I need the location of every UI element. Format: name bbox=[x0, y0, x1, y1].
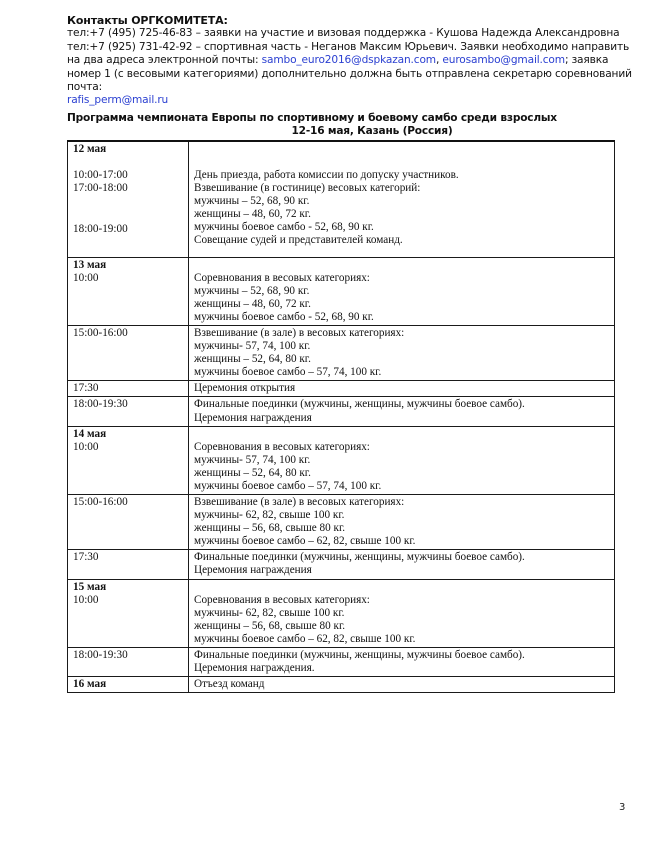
time-cell bbox=[68, 677, 189, 693]
day-label: 13 мая bbox=[73, 258, 107, 271]
event-cell: Церемония открытия bbox=[189, 381, 615, 397]
program-title bbox=[67, 112, 617, 138]
time-value: 10:00-17:00 bbox=[73, 169, 128, 182]
event-line: мужчины боевое самбо – 57, 74, 100 кг. bbox=[194, 366, 382, 379]
event-line: женщины – 56, 68, свыше 80 кг. bbox=[194, 522, 346, 535]
event-line: мужчины- 62, 82, свыше 100 кг. bbox=[194, 606, 345, 619]
time-value: 10:00 bbox=[73, 271, 99, 284]
event-line: мужчины- 62, 82, свыше 100 кг. bbox=[194, 509, 345, 522]
event-line: женщины – 48, 60, 72 кг. bbox=[194, 297, 311, 310]
event-cell: Отъезд команд bbox=[189, 677, 615, 693]
time-cell: 15:00-16:00 bbox=[68, 325, 189, 380]
contact-line-2 bbox=[67, 41, 637, 95]
event-line: Соревнования в весовых категориях: bbox=[194, 440, 370, 453]
page-number: 3 bbox=[619, 802, 626, 813]
contact-line-2-text: тел:+7 (925) 731-42-92 – спортивная часть - Неганов Максим Юрьевич. Заявки необходимо направить на два адреса электронной почты: bbox=[67, 40, 630, 67]
event-line: Соревнования в весовых категориях: bbox=[194, 271, 370, 284]
event-line: мужчины – 52, 68, 90 кг. bbox=[194, 284, 310, 297]
event-line: женщины – 56, 68, свыше 80 кг. bbox=[194, 619, 346, 632]
time-value: 10:00 bbox=[73, 593, 99, 606]
event-line: Церемония награждения bbox=[194, 564, 312, 577]
time-cell bbox=[68, 257, 189, 325]
day-label: 12 мая bbox=[73, 143, 107, 155]
table-row bbox=[68, 494, 615, 549]
event-line: женщины – 52, 64, 80 кг. bbox=[194, 353, 311, 366]
event-line: мужчины- 57, 74, 100 кг. bbox=[194, 340, 311, 353]
event-cell bbox=[189, 257, 615, 325]
time-cell: 18:00-19:30 bbox=[68, 647, 189, 676]
table-row bbox=[68, 397, 615, 426]
time-cell: 18:00-19:30 bbox=[68, 397, 189, 426]
program-title-line-2: 12-16 мая, Казань (Россия) bbox=[291, 125, 453, 137]
event-line: женщины – 48, 60, 72 кг. bbox=[194, 208, 311, 221]
event-cell bbox=[189, 426, 615, 494]
contacts-section bbox=[67, 14, 637, 108]
event-line: Финальные поединки (мужчины, женщины, мужчины боевое самбо). bbox=[194, 398, 525, 411]
email-link-secretary[interactable]: rafis_perm@mail.ru bbox=[67, 94, 169, 107]
event-line: Финальные поединки (мужчины, женщины, мужчины боевое самбо). bbox=[194, 648, 525, 661]
event-line: Совещание судей и представителей команд. bbox=[194, 234, 403, 247]
email-link-sambo-euro[interactable]: sambo_euro2016@dspkazan.com bbox=[261, 54, 436, 67]
day-label: 14 мая bbox=[73, 427, 107, 440]
event-cell bbox=[189, 550, 615, 579]
event-line: Церемония награждения bbox=[194, 411, 312, 424]
time-value: 18:00-19:00 bbox=[73, 223, 128, 236]
event-line: День приезда, работа комиссии по допуску участников. bbox=[194, 169, 459, 181]
table-row-day-14 bbox=[68, 426, 615, 494]
program-title-line-1: Программа чемпионата Европы по спортивному и боевому самбо среди взрослых bbox=[67, 112, 557, 124]
event-line: Взвешивание (в гостинице) весовых категорий: bbox=[194, 182, 421, 195]
event-cell bbox=[189, 141, 615, 257]
time-cell bbox=[68, 426, 189, 494]
event-line: Церемония награждения. bbox=[194, 662, 315, 674]
table-row-day-13 bbox=[68, 257, 615, 325]
table-row-day-12 bbox=[68, 141, 615, 257]
table-row bbox=[68, 550, 615, 579]
event-line: мужчины боевое самбо - 52, 68, 90 кг. bbox=[194, 221, 374, 234]
day-label: 16 мая bbox=[73, 678, 107, 691]
contact-line-1: тел:+7 (495) 725-46-83 – заявки на участие и визовая поддержка - Кушова Надежда Александровна bbox=[67, 27, 620, 40]
table-row bbox=[68, 381, 615, 397]
table-row bbox=[68, 647, 615, 676]
event-line: мужчины боевое самбо – 62, 82, свыше 100 кг. bbox=[194, 632, 416, 645]
event-cell bbox=[189, 325, 615, 380]
event-line: мужчины – 52, 68, 90 кг. bbox=[194, 195, 310, 208]
time-cell bbox=[68, 141, 189, 257]
schedule-table bbox=[67, 140, 615, 693]
table-row-day-16 bbox=[68, 677, 615, 693]
event-line: женщины – 52, 64, 80 кг. bbox=[194, 466, 311, 479]
time-value: 17:00-18:00 bbox=[73, 182, 128, 195]
contact-line-2-post: ; заявка номер 1 (с весовыми категориями) дополнительно должна быть отправлена секретарю соревнований почта: bbox=[67, 54, 632, 94]
event-cell bbox=[189, 397, 615, 426]
time-cell: 15:00-16:00 bbox=[68, 494, 189, 549]
contacts-heading: Контакты ОРГКОМИТЕТА: bbox=[67, 14, 228, 27]
table-row-day-15 bbox=[68, 579, 615, 647]
time-cell: 17:30 bbox=[68, 381, 189, 397]
table-row bbox=[68, 325, 615, 380]
event-cell bbox=[189, 647, 615, 676]
event-cell bbox=[189, 579, 615, 647]
event-line: мужчины боевое самбо – 57, 74, 100 кг. bbox=[194, 479, 382, 492]
event-cell bbox=[189, 494, 615, 549]
event-line: мужчины боевое самбо - 52, 68, 90 кг. bbox=[194, 310, 374, 323]
time-cell: 17:30 bbox=[68, 550, 189, 579]
event-line: мужчины- 57, 74, 100 кг. bbox=[194, 453, 311, 466]
time-value: 10:00 bbox=[73, 440, 99, 453]
event-line: Соревнования в весовых категориях: bbox=[194, 593, 370, 606]
event-line: Взвешивание (в зале) в весовых категориях: bbox=[194, 495, 405, 508]
email-link-eurosambo[interactable]: eurosambo@gmail.com bbox=[442, 54, 565, 67]
event-line: мужчины боевое самбо – 62, 82, свыше 100 кг. bbox=[194, 535, 416, 548]
time-cell bbox=[68, 579, 189, 647]
event-line: Финальные поединки (мужчины, женщины, мужчины боевое самбо). bbox=[194, 551, 525, 564]
separator: , bbox=[435, 54, 443, 67]
day-label: 15 мая bbox=[73, 580, 107, 593]
event-line: Взвешивание (в зале) в весовых категориях: bbox=[194, 326, 405, 339]
